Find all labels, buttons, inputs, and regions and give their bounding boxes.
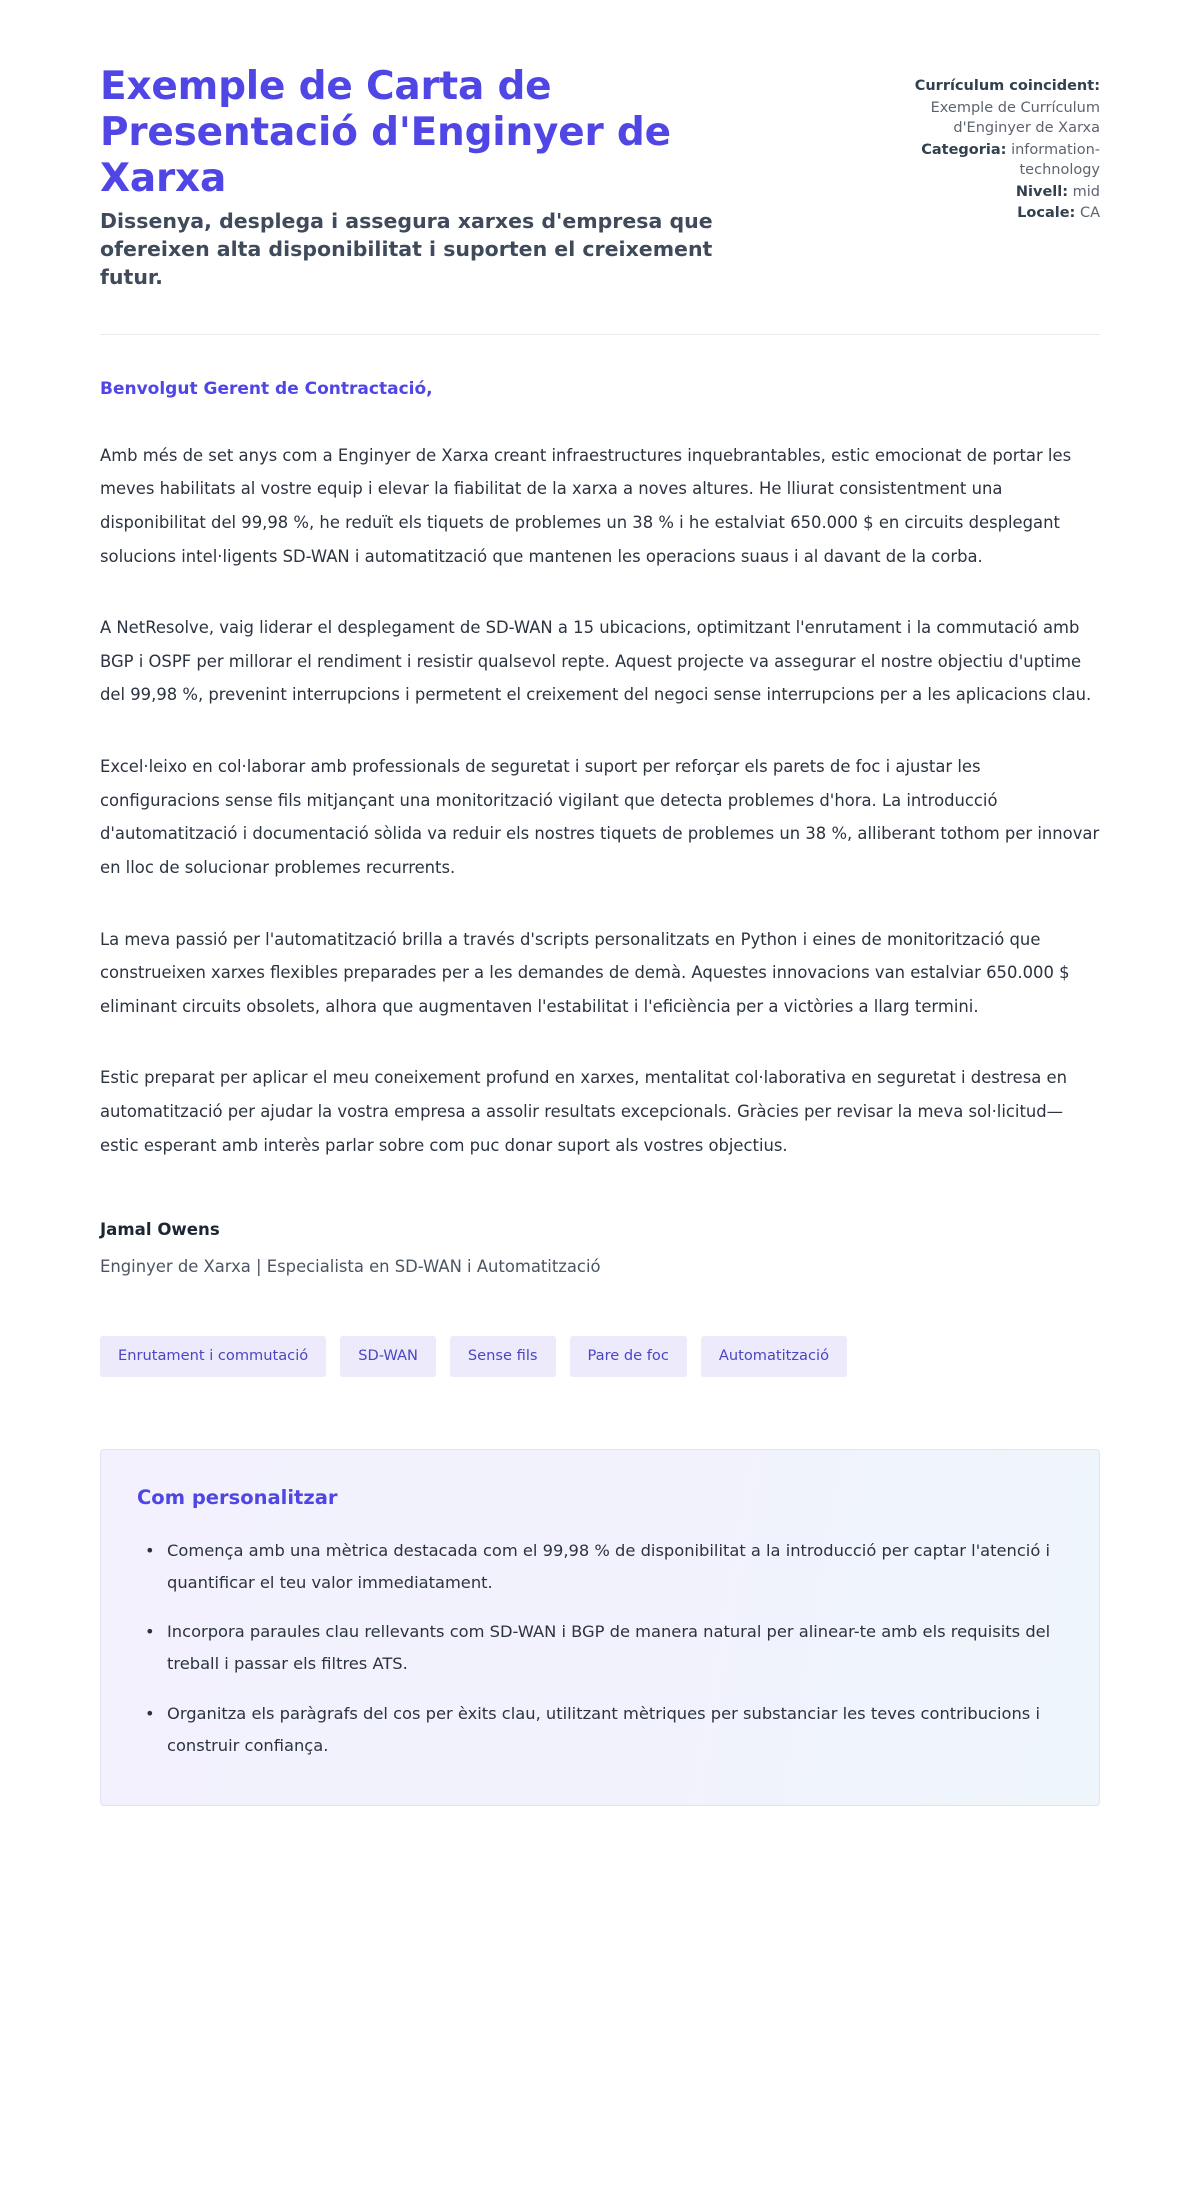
skill-tag[interactable]: SD-WAN <box>340 1336 436 1377</box>
document-metadata <box>850 64 1100 225</box>
meta-level-value: mid <box>1072 183 1100 200</box>
letter-paragraph: A NetResolve, vaig liderar el desplegament de SD-WAN a 15 ubicacions, optimitzant l'enrutament i la commutació amb BGP i OSPF per millorar el rendiment i resistir qualsevol repte. Aquest projecte va assegurar el nostre objectiu d'uptime del 99,98 %, prevenint interrupcions i permetent el creixement del negoci sense interrupcions per a les aplicacions clau. <box>100 618 1092 705</box>
callout-list-item <box>137 1535 1063 1599</box>
signature-role: Enginyer de Xarxa | Especialista en SD-WAN i Automatització <box>100 1257 601 1277</box>
skill-tag[interactable]: Enrutament i commutació <box>100 1336 326 1377</box>
callout-list-item <box>137 1698 1063 1762</box>
meta-category-label: Categoria: <box>921 141 1007 158</box>
meta-matching-resume-value: Exemple de Currículum d'Enginyer de Xarxa <box>930 99 1100 137</box>
meta-matching-resume <box>850 76 1100 97</box>
meta-matching-resume-label: Currículum coincident: <box>914 78 1100 94</box>
header-text-block <box>100 64 760 292</box>
meta-locale-value: CA <box>1079 205 1100 222</box>
meta-matching-resume-value-row <box>850 98 1100 139</box>
callout-list-item-text: Organitza els paràgrafs del cos per èxits clau, utilitzant mètriques per substanciar les teves contribucions i construir confiança. <box>167 1703 1040 1755</box>
bullet-icon: • <box>145 1703 155 1723</box>
skill-tag-list <box>100 1336 1100 1377</box>
meta-category-value: information-technology <box>1011 141 1100 179</box>
meta-category <box>850 140 1100 181</box>
page-title: Exemple de Carta de Presentació d'Enginyer de Xarxa <box>100 64 671 202</box>
callout-list <box>137 1535 1063 1762</box>
how-to-customize-callout <box>100 1449 1100 1807</box>
meta-level <box>850 182 1100 203</box>
letter-salutation: Benvolgut Gerent de Contractació, <box>100 378 433 399</box>
callout-list-item-text: Comença amb una mètrica destacada com el 99,98 % de disponibilitat a la introducció per captar l'atenció i quantificar el teu valor immediatament. <box>167 1540 1050 1592</box>
bullet-icon: • <box>145 1622 155 1642</box>
letter-body <box>100 335 1100 1163</box>
callout-title: Com personalitzar <box>137 1485 338 1509</box>
signature-name: Jamal Owens <box>100 1220 220 1240</box>
skill-tag[interactable]: Sense fils <box>450 1336 556 1377</box>
letter-paragraph: Amb més de set anys com a Enginyer de Xarxa creant infraestructures inquebrantables, estic emocionat de portar les meves habilitats al vostre equip i elevar la fiabilitat de la xarxa a noves altures. He lliurat consistentment una disponibilitat del 99,98 %, he reduït els tiquets de problemes un 38 % i he estalviat 650.000 $ en circuits desplegant solucions intel·ligents SD-WAN i automatització que mantenen les operacions suaus i al davant de la corba. <box>100 445 1072 566</box>
callout-list-item <box>137 1616 1063 1680</box>
skill-tag[interactable]: Pare de foc <box>570 1336 687 1377</box>
meta-locale-label: Locale: <box>1017 205 1076 222</box>
letter-paragraph: Excel·leixo en col·laborar amb professionals de seguretat i suport per reforçar els parets de foc i ajustar les configuracions sense fils mitjançant una monitorització vigilant que detecta problemes d'hora. La introducció d'automatització i documentació sòlida va reduir els nostres tiquets de problemes un 38 %, alliberant tothom per innovar en lloc de solucionar problemes recurrents. <box>100 757 1100 877</box>
meta-locale <box>850 203 1100 224</box>
skill-tag[interactable]: Automatització <box>701 1336 847 1377</box>
signature-block <box>100 1220 1100 1276</box>
callout-list-item-text: Incorpora paraules clau rellevants com SD-WAN i BGP de manera natural per alinear-te amb els requisits del treball i passar els filtres ATS. <box>167 1622 1051 1674</box>
bullet-icon: • <box>145 1540 155 1560</box>
page-header <box>100 40 1100 292</box>
letter-paragraph: La meva passió per l'automatització brilla a través d'scripts personalitzats en Python i eines de monitorització que construeixen xarxes flexibles preparades per a les demandes de demà. Aquestes innovacions van estalviar 650.000 $ eliminant circuits obsolets, alhora que augmentaven l'estabilitat i l'eficiència per a victòries a llarg termini. <box>100 929 1070 1016</box>
page-subtitle: Dissenya, desplega i assegura xarxes d'empresa que ofereixen alta disponibilitat i suporten el creixement futur. <box>100 209 713 289</box>
meta-level-label: Nivell: <box>1015 183 1069 200</box>
letter-paragraph: Estic preparat per aplicar el meu coneixement profund en xarxes, mentalitat col·laborativa en seguretat i destresa en automatització per ajudar la vostra empresa a assolir resultats excepcionals. Gràcies per revisar la meva sol·licitud—estic esperant amb interès parlar sobre com puc donar suport als vostres objectius. <box>100 1068 1067 1155</box>
